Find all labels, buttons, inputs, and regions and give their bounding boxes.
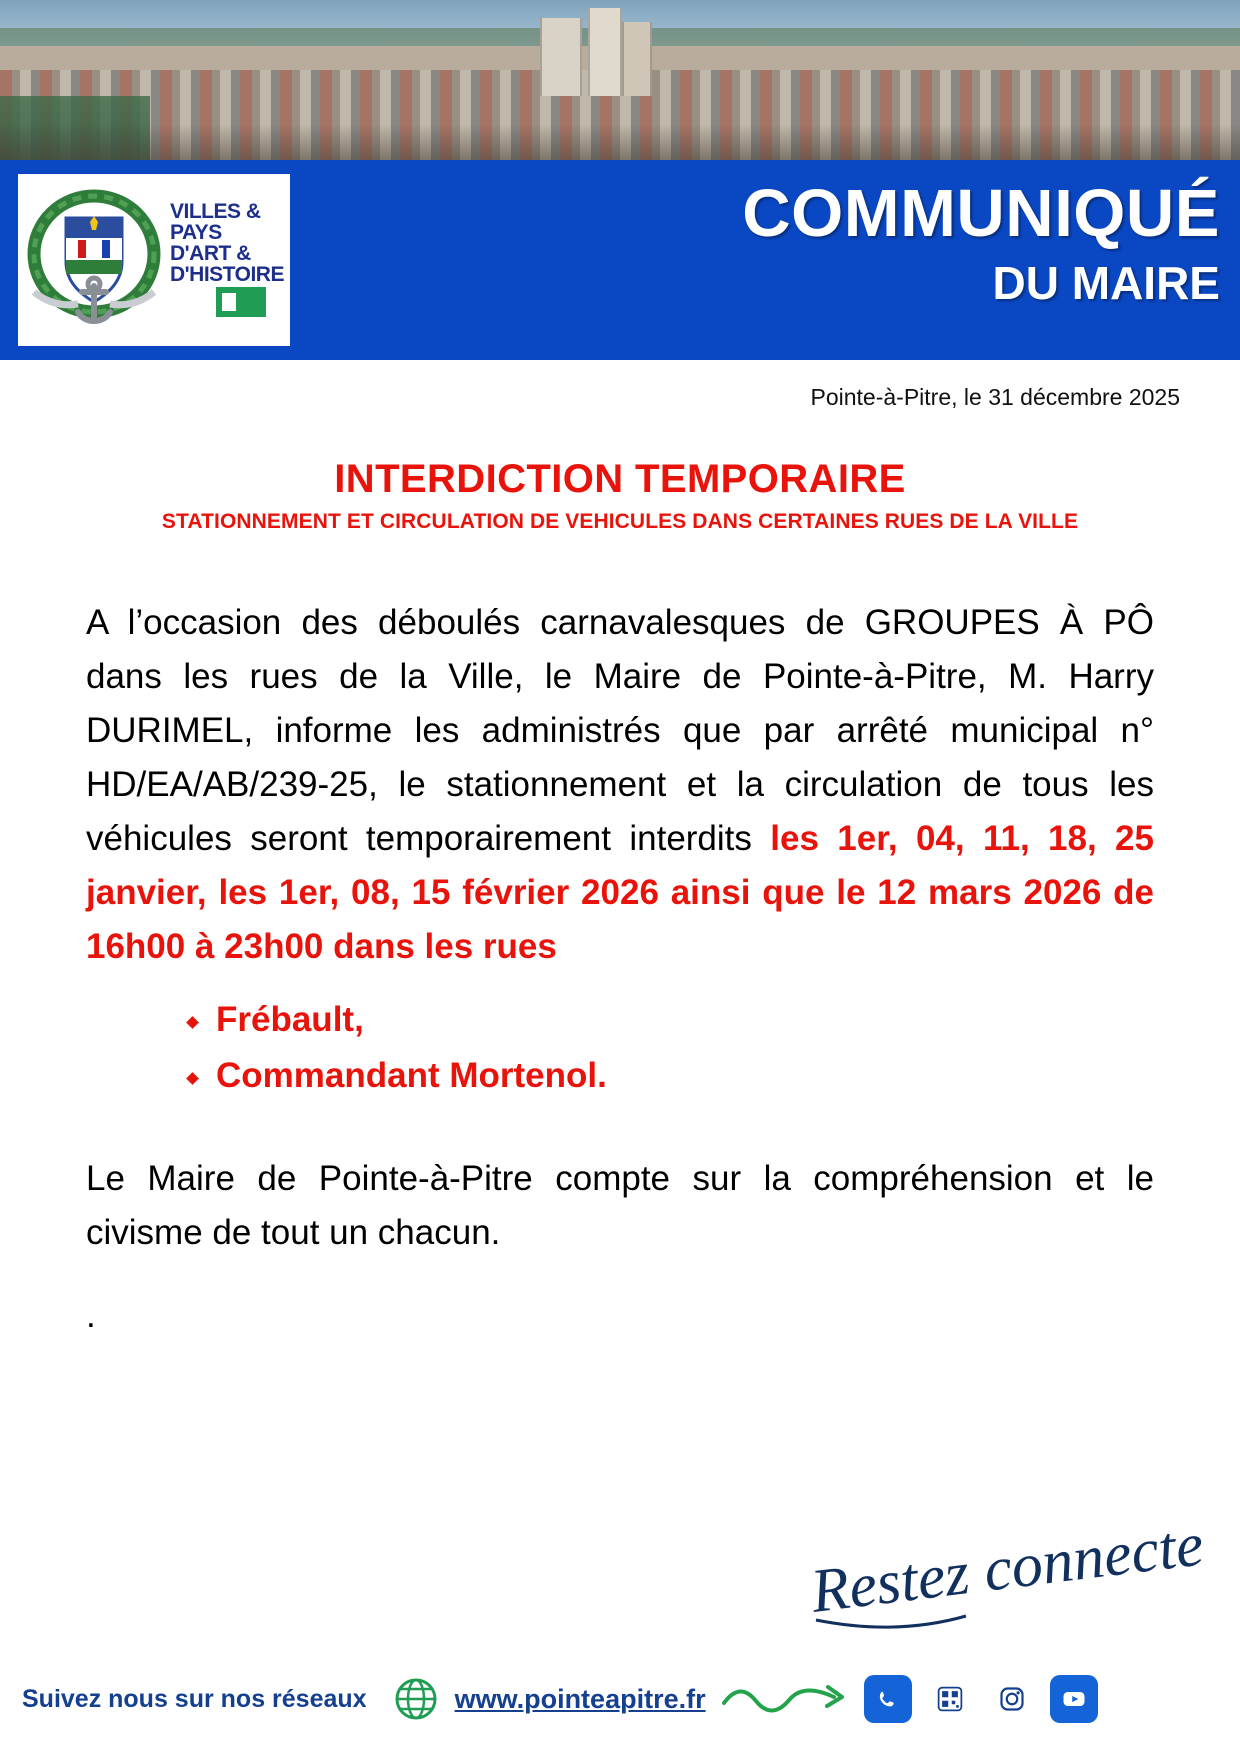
header-title-line2: DU MAIRE: [992, 257, 1220, 309]
vpah-label-block: [170, 185, 284, 335]
page-subtitle: STATIONNEMENT ET CIRCULATION DE VEHICULES DANS CERTAINES RUES DE LA VILLE: [161, 510, 1079, 533]
restez-connectes-script: [804, 1534, 1204, 1644]
closing-paragraph: Le Maire de Pointe-à-Pitre compte sur la compréhension et le civisme de tout un chacun.: [86, 1159, 1154, 1252]
photo-banner: [0, 0, 1240, 160]
paragraph-intro: A l’occasion des déboulés carnavalesques de GROUPES À PÔ dans les rues de la Ville, le Maire de Pointe-à-Pitre, M. Harry DURIMEL, informe les administrés que par arrêté municipal n° HD/EA/AB/239-25, le stationnement et la circulation de tous les véhicules seront temporairement interdits: [86, 603, 1154, 858]
social-links: [864, 1675, 1098, 1723]
whatsapp-icon[interactable]: [864, 1675, 912, 1723]
tower-building: [540, 18, 582, 96]
vpah-mark-icon: [216, 287, 266, 317]
instagram-icon[interactable]: [988, 1675, 1036, 1723]
list-item: Frébault,: [180, 992, 1240, 1048]
tower-building: [622, 22, 652, 96]
banner-shadow: [0, 124, 1240, 160]
youtube-icon[interactable]: [1050, 1675, 1098, 1723]
arrow-squiggle-icon: [720, 1679, 850, 1719]
trailing-dot: .: [86, 1296, 96, 1335]
main-paragraph: [86, 596, 1154, 974]
header-bar: [0, 160, 1240, 360]
paragraph-highlight: les 1er, 04, 11, 18, 25 janvier, les 1er, 08, 15 février 2026 ainsi que le 12 mars 2026 de 16h00 à 23h00 dans les rues: [86, 819, 1154, 966]
city-crest-icon: [18, 180, 170, 340]
follow-label: Suivez nous sur nos réseaux: [22, 1684, 367, 1713]
threads-icon[interactable]: [926, 1675, 974, 1723]
header-title-line1: COMMUNIQUÉ: [742, 176, 1220, 251]
svg-text:Restez connectés: Restez connectés: [807, 1534, 1204, 1626]
header-title: [742, 174, 1220, 312]
dateline: Pointe-à-Pitre, le 31 décembre 2025: [810, 384, 1180, 410]
vpah-label: VILLES & PAYS D'ART & D'HISTOIRE: [170, 200, 284, 286]
document-body: [0, 360, 1240, 1336]
list-item: Commandant Mortenol.: [180, 1048, 1240, 1104]
page-title: INTERDICTION TEMPORAIRE: [334, 457, 906, 501]
globe-icon: [393, 1676, 439, 1722]
footer: [0, 1524, 1240, 1754]
logo-block: [18, 174, 290, 346]
tower-building: [588, 8, 622, 96]
street-list: [180, 992, 1240, 1104]
footer-row: [0, 1670, 1240, 1728]
website-link[interactable]: www.pointeapitre.fr: [454, 1683, 706, 1714]
